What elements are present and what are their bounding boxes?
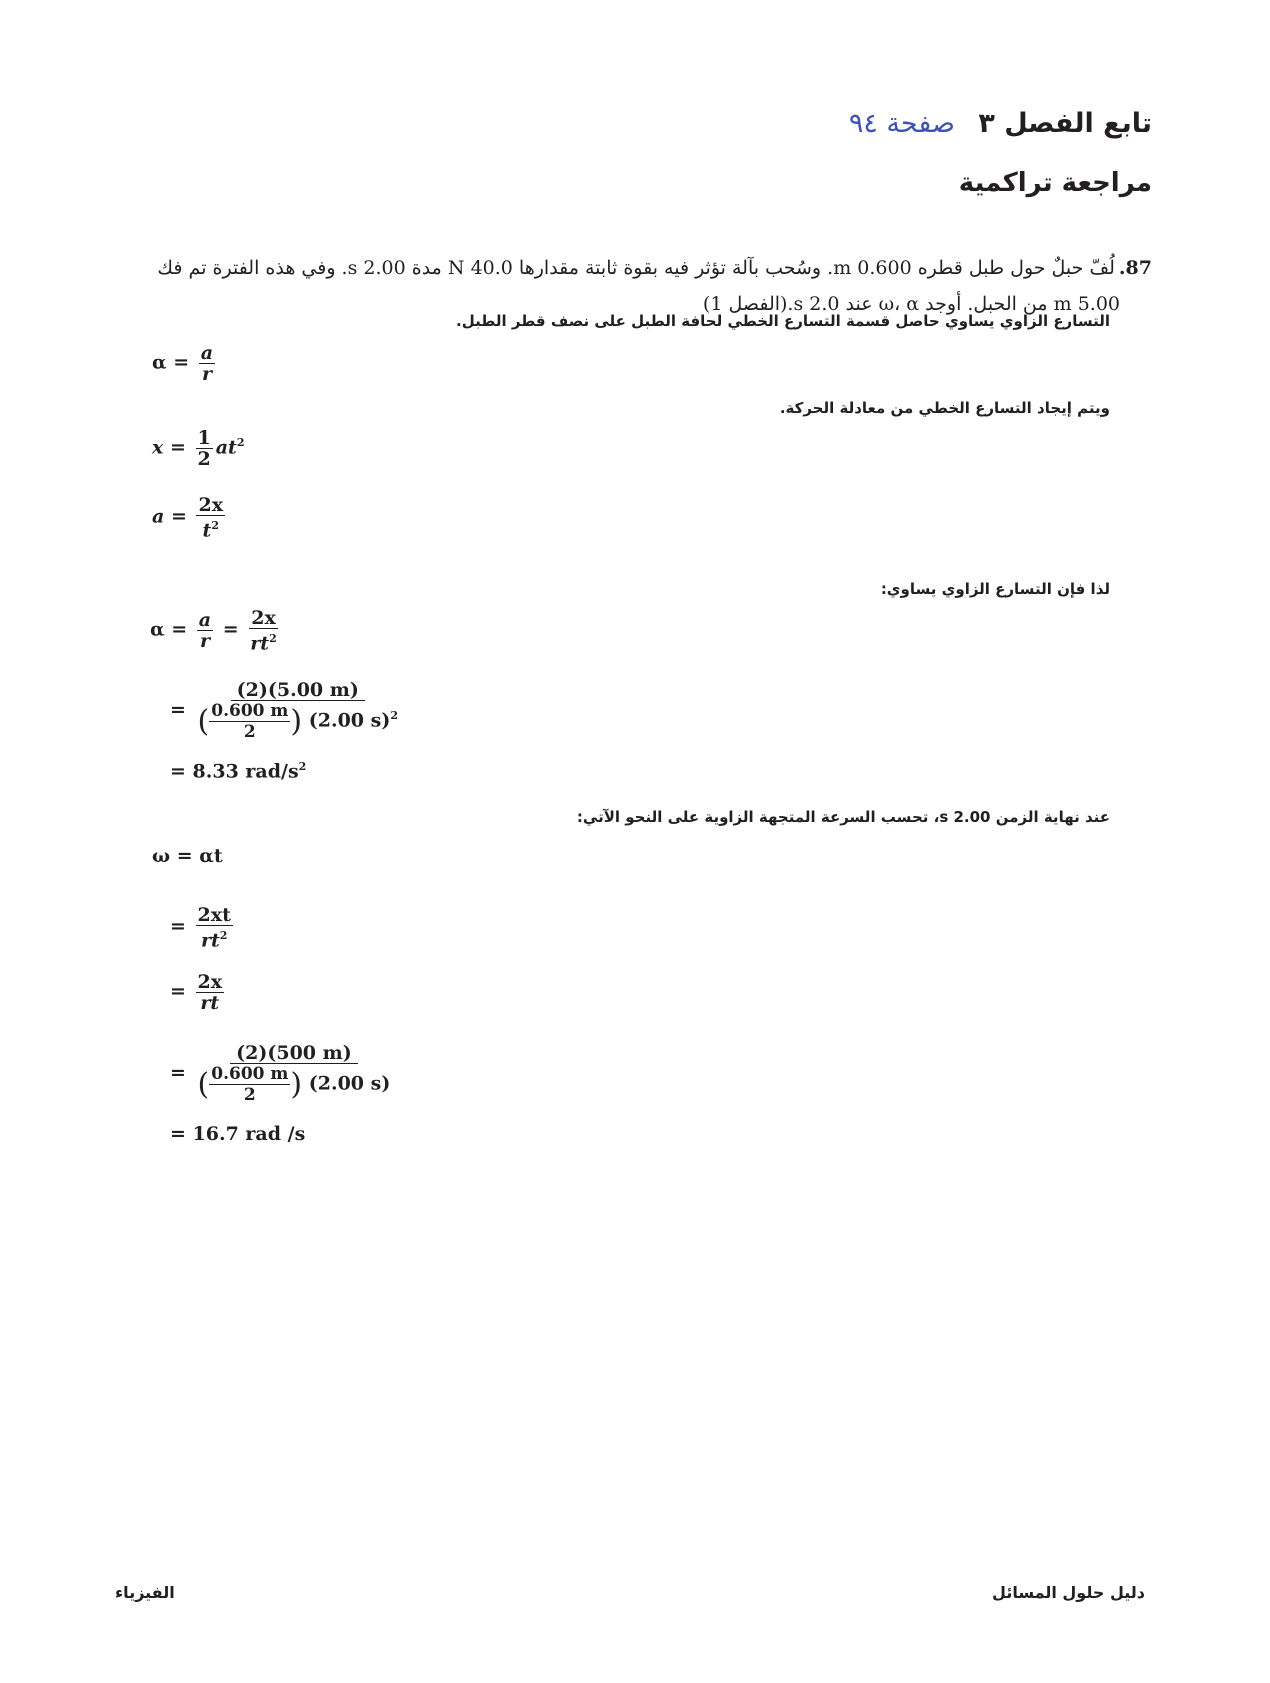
page-reference: صفحة ٩٤ <box>848 108 955 139</box>
note-angular-acceleration: التسارع الزاوي يساوي حاصل قسمة التسارع الخطي لحافة الطبل على نصف قطر الطبل. <box>456 312 1110 330</box>
section-title: مراجعة تراكمية <box>958 168 1152 198</box>
note-linear-acceleration: ويتم إيجاد التسارع الخطي من معادلة الحركة. <box>779 399 1110 417</box>
chapter-heading <box>849 108 1152 139</box>
equation-alpha-substituted: = (2)(5.00 m) ( $\frac{0.600 m}{2}$ ) (2.00 s)$^2$ <box>170 679 398 742</box>
equation-alpha-a-over-r: α = $\frac{a}{r}$ <box>152 342 214 385</box>
chapter-label: تابع الفصل ٣ <box>978 108 1152 139</box>
equation-position: x = $\frac{1}{2}$ $at^2$ <box>152 427 245 470</box>
footer-book-title: دليل حلول المسائل <box>992 1583 1145 1602</box>
equation-omega-step1: = $\frac{2xt}{rt^2}$ <box>170 904 231 952</box>
result-alpha: = 8.33 rad/$s^2$ <box>170 760 307 783</box>
footer-subject: الفيزياء <box>115 1583 175 1602</box>
problem-text-2: 5.00 m من الحبل. أوجد ω، α عند 2.0 s.(الفصل 1) <box>702 293 1120 315</box>
equation-omega-substituted: = (2)(500 m) ( $\frac{0.600 m}{2}$ ) (2.00 s) <box>170 1042 391 1105</box>
equation-linear-accel: a = $\frac{2x}{t^2}$ <box>152 494 224 542</box>
note-therefore: لذا فإن التسارع الزاوي يساوي: <box>880 580 1110 598</box>
problem-text-1: لُفّ حبلٌ حول طبل قطره 0.600 m. وسُحب بآلة تؤثر فيه بقوة ثابتة مقدارها 40.0 N مدة 2.00 s. وفي هذه الفترة تم فك <box>157 257 1115 279</box>
equation-omega: ω = αt <box>152 845 223 867</box>
equation-alpha-derived: α = $\frac{a}{r}$ = $\frac{2x}{rt^2}$ <box>150 607 277 655</box>
problem-number: 87. <box>1118 257 1152 279</box>
problem-line-1 <box>112 250 1152 286</box>
note-angular-velocity: عند نهاية الزمن 2.00 s، تحسب السرعة المتجهة الزاوية على النحو الآتي: <box>576 808 1110 826</box>
result-omega: = 16.7 rad /s <box>170 1123 306 1145</box>
equation-omega-step2: = $\frac{2x}{rt}$ <box>170 971 223 1014</box>
